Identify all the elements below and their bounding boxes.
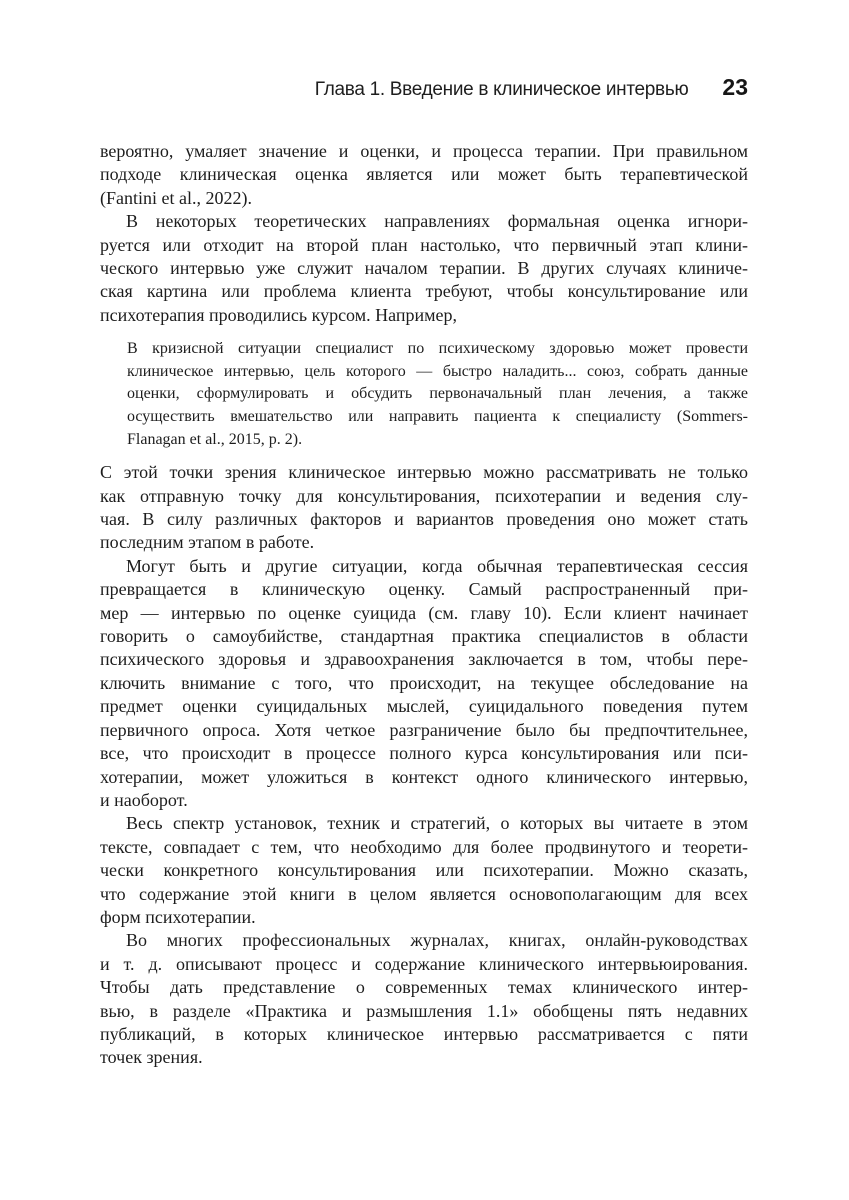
text-line: предмет оценки суицидальных мыслей, суицидального поведения путем [100,696,748,717]
text-line: все, что происходит в процессе полного курса консультирования или пси- [100,743,748,764]
text-line: чески конкретного консультирования или психотерапии. Можно сказать, [100,860,748,881]
text-line: хотерапии, может уложиться в контекст одного клинического интервью, [100,766,748,787]
text-line: последним этапом в работе. [100,532,315,553]
body-paragraph [100,140,748,210]
text-line: и т. д. описывают процесс и содержание клинического интервьюирования. [100,953,748,974]
text-line: ключить внимание с того, что происходит, на текущее обследование на [100,672,748,693]
text-line: руется или отходит на второй план настолько, что первичный этап клини- [100,234,748,255]
text-line: говорить о самоубийстве, стандартная практика специалистов в области [100,626,748,647]
body-paragraph [100,210,748,327]
text-line: точек зрения. [100,1047,203,1068]
quote-line: осуществить вмешательство или направить пациента к специалисту (Sommers- [127,408,748,426]
quote-line: клиническое интервью, цель которого — быстро наладить... союз, собрать данные [127,362,748,380]
text-line: вью, в разделе «Практика и размышления 1.1» обобщены пять недавних [100,1000,748,1021]
text-line: тексте, совпадает с тем, что необходимо для более продвинутого и теорети- [100,836,748,857]
text-line: публикаций, в которых клиническое интервью рассматривается с пяти [100,1023,748,1044]
text-line: В некоторых теоретических направлениях формальная оценка игнори- [126,211,748,232]
running-header [100,74,748,101]
text-line: мер — интервью по оценке суицида (см. главу 10). Если клиент начинает [100,602,748,623]
text-line: чая. В силу различных факторов и вариантов проведения оно может стать [100,509,748,530]
body-paragraph [100,461,748,555]
block-quote [127,338,748,451]
text-line: ская картина или проблема клиента требуют, чтобы консультирование или [100,281,748,302]
text-line: и наоборот. [100,789,188,810]
text-line: Весь спектр установок, техник и стратегий, о которых вы читаете в этом [126,813,748,834]
text-line: превращается в клиническую оценку. Самый распространенный при- [100,579,748,600]
text-line: (Fantini et al., 2022). [100,187,252,208]
text-line: Чтобы дать представление о современных темах клинического интер- [100,977,748,998]
body-paragraph [100,555,748,812]
text-line: Могут быть и другие ситуации, когда обычная терапевтическая сессия [126,555,748,576]
text-line: вероятно, умаляет значение и оценки, и процесса терапии. При правильном [100,141,748,161]
text-line: первичного опроса. Хотя четкое разграничение было бы предпочтительнее, [100,719,748,740]
body-paragraph [100,929,748,1069]
text-line: подходе клиническая оценка является или может быть терапевтической [100,164,748,185]
text-line: как отправную точку для консультирования, психотерапии и ведения слу- [100,485,748,506]
body-paragraph [100,812,748,929]
text-line: психического здоровья и здравоохранения заключается в том, чтобы пере- [100,649,748,670]
quote-line: оценки, сформулировать и обсудить первоначальный план лечения, а также [127,385,748,403]
text-line: что содержание этой книги в целом является основополагающим для всех [100,883,748,904]
quote-line: Flanagan et al., 2015, p. 2). [127,430,303,448]
text-line: ческого интервью уже служит началом терапии. В других случаях клиниче- [100,258,748,279]
text-line: психотерапия проводились курсом. Например, [100,304,458,325]
text-line: С этой точки зрения клиническое интервью можно рассматривать не только [100,462,748,483]
text-line: форм психотерапии. [100,906,256,927]
chapter-title: Глава 1. Введение в клиническое интервью [314,79,689,100]
page-number: 23 [722,74,748,100]
quote-line: В кризисной ситуации специалист по психическому здоровью может провести [127,340,748,358]
page-body-text [100,140,748,1070]
text-line: Во многих профессиональных журналах, книгах, онлайн-руководствах [126,930,748,951]
